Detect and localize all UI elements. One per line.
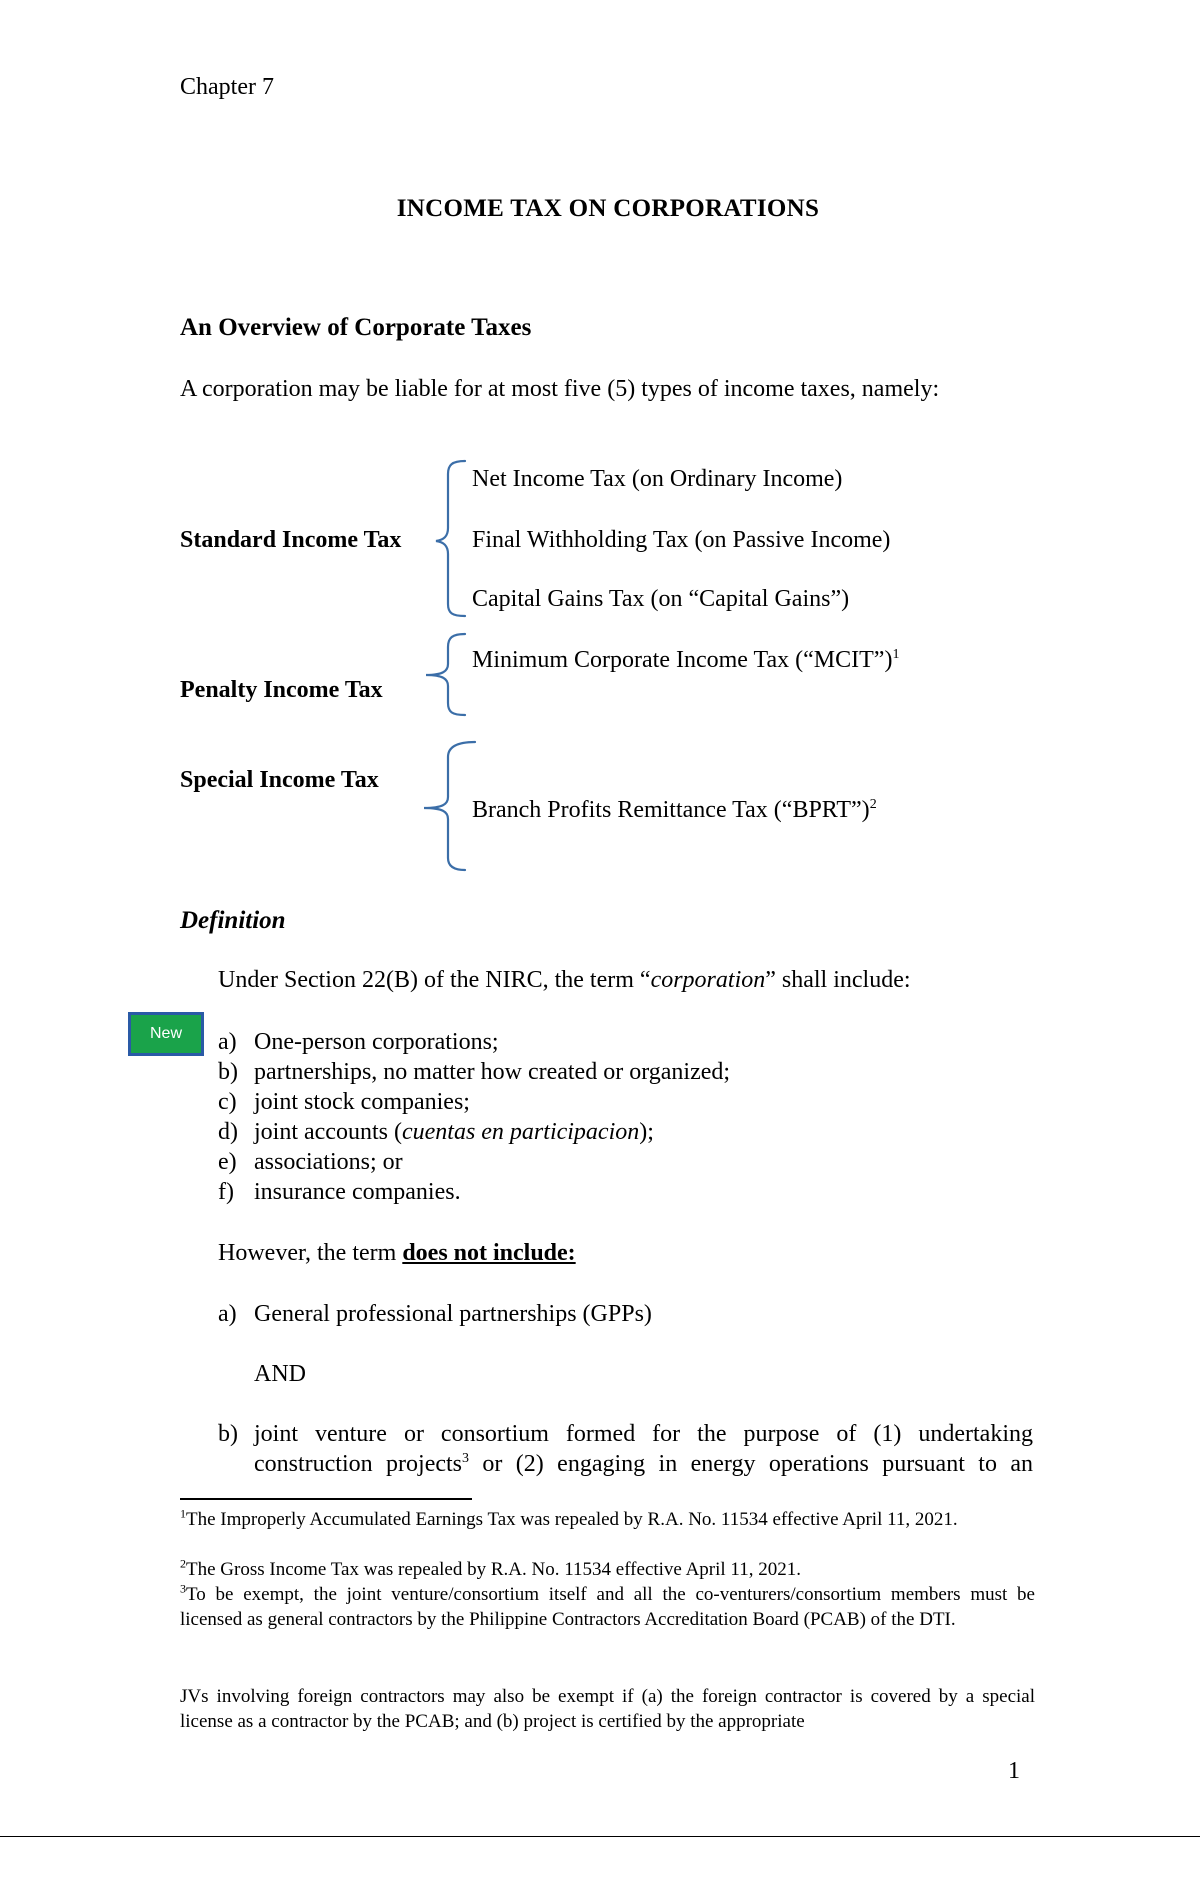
list-item <box>0 1149 1200 1179</box>
list-marker: b) <box>218 1421 238 1447</box>
exclusion-b-text-before: construction projects <box>254 1451 463 1477</box>
list-text: General professional partnerships (GPPs) <box>254 1301 652 1327</box>
list-text: insurance companies. <box>254 1179 461 1205</box>
page-number: 1 <box>1008 1758 1020 1784</box>
intro-text-after: ” shall include: <box>765 967 911 993</box>
definition-intro <box>218 967 911 994</box>
page-title: INCOME TAX ON CORPORATIONS <box>396 195 820 222</box>
definition-heading: Definition <box>180 907 286 934</box>
list-marker: a) <box>218 1301 237 1327</box>
footnote-divider <box>180 1498 472 1500</box>
standard-item-capital-gains: Capital Gains Tax (on “Capital Gains”) <box>472 586 850 612</box>
list-marker: f) <box>218 1179 234 1205</box>
footnote-3-text: To be exempt, the joint venture/consortium itself and all the co-venturers/consortium members must be licensed as general contractors by the Philippine Contractors Accreditation Board (PCAB) of the DTI. <box>180 1584 1035 1630</box>
list-marker: b) <box>218 1059 238 1085</box>
footnote-1 <box>180 1507 1035 1532</box>
list-text <box>254 1119 654 1146</box>
penalty-item-text: Minimum Corporate Income Tax (“MCIT”) <box>472 647 893 673</box>
footnote-ref-1[interactable]: 1 <box>892 647 900 662</box>
standard-income-tax-label: Standard Income Tax <box>180 527 402 553</box>
intro-term: corporation <box>650 967 766 993</box>
list-marker: d) <box>218 1119 238 1145</box>
list-item <box>0 1089 1200 1119</box>
however-text: However, the term <box>218 1240 403 1266</box>
footnote-2-number: 2 <box>180 1556 186 1571</box>
exclusion-b-line-2 <box>254 1451 1033 1478</box>
exclusion-b-line-1: joint venture or consortium formed for the purpose of (1) undertaking <box>254 1421 1033 1447</box>
footnote-1-number: 1 <box>180 1506 186 1521</box>
list-text-italic: cuentas en participacion <box>401 1119 640 1145</box>
overview-heading: An Overview of Corporate Taxes <box>180 314 532 341</box>
overview-lead: A corporation may be liable for at most five (5) types of income taxes, namely: <box>180 376 940 402</box>
chapter-label: Chapter 7 <box>180 74 274 100</box>
footnote-ref-3[interactable]: 3 <box>462 1451 470 1466</box>
list-marker: a) <box>218 1029 237 1055</box>
list-marker: c) <box>218 1089 237 1115</box>
new-badge[interactable]: New <box>128 1012 204 1056</box>
list-item <box>0 1029 1200 1059</box>
list-text-before: joint accounts ( <box>254 1119 402 1145</box>
brace-graphics <box>0 0 1200 900</box>
footnote-3 <box>180 1582 1035 1632</box>
list-text-after: ); <box>639 1119 654 1145</box>
exclusion-b-text-after: or (2) engaging in energy operations pursuant to an <box>469 1451 1033 1477</box>
page-bottom-divider <box>0 1836 1200 1837</box>
list-item <box>0 1059 1200 1089</box>
list-item <box>0 1179 1200 1209</box>
special-item-text: Branch Profits Remittance Tax (“BPRT”) <box>472 797 870 823</box>
footnote-1-text: The Improperly Accumulated Earnings Tax was repealed by R.A. No. 11534 effective April 11, 2021. <box>186 1509 958 1530</box>
special-brace <box>424 742 475 870</box>
list-item <box>0 1119 1200 1149</box>
penalty-income-tax-label: Penalty Income Tax <box>180 677 383 703</box>
list-text: partnerships, no matter how created or organized; <box>254 1059 731 1085</box>
footnote-ref-2[interactable]: 2 <box>869 797 877 812</box>
list-text: joint stock companies; <box>254 1089 470 1115</box>
footnote-3-number: 3 <box>180 1581 186 1596</box>
footnote-2 <box>180 1557 1035 1582</box>
standard-item-net-income: Net Income Tax (on Ordinary Income) <box>472 466 843 492</box>
footnote-2-text: The Gross Income Tax was repealed by R.A. No. 11534 effective April 11, 2021. <box>186 1559 801 1580</box>
footnote-3-continued: JVs involving foreign contractors may also be exempt if (a) the foreign contractor is covered by a special license as a contractor by the PCAB; and (b) project is certified by the appropriate <box>180 1686 1035 1732</box>
exclusion-item-a <box>0 1301 1200 1331</box>
list-text: One-person corporations; <box>254 1029 499 1055</box>
however-line <box>218 1240 576 1267</box>
list-marker: e) <box>218 1149 237 1175</box>
penalty-brace <box>426 634 465 715</box>
special-income-tax-label: Special Income Tax <box>180 767 379 793</box>
standard-brace <box>436 461 465 616</box>
list-text: associations; or <box>254 1149 403 1175</box>
and-connector: AND <box>254 1361 306 1387</box>
does-not-include-emphasis: does not include: <box>402 1240 576 1266</box>
standard-item-final-withholding: Final Withholding Tax (on Passive Income) <box>472 527 891 553</box>
intro-text-before: Under Section 22(B) of the NIRC, the term “ <box>218 967 651 993</box>
